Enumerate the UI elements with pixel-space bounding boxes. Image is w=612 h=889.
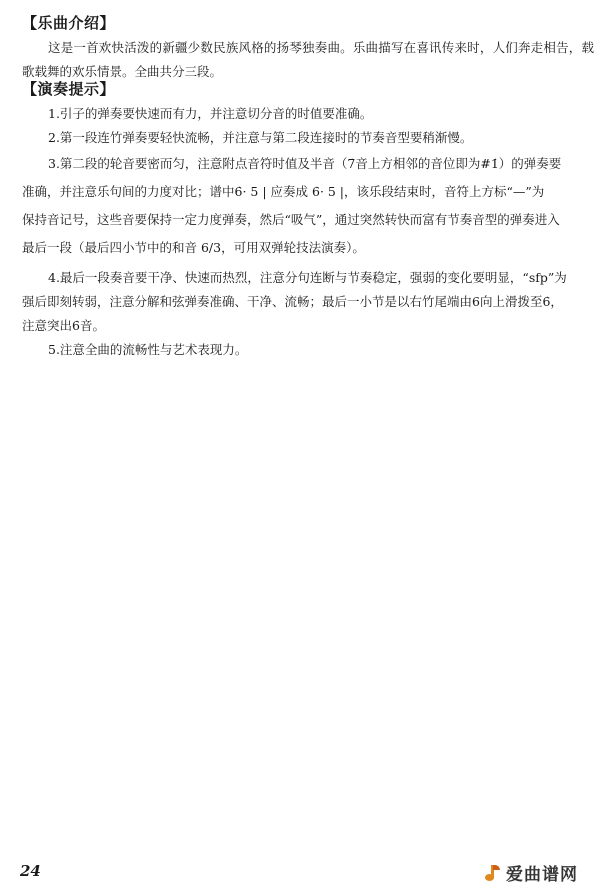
- tip-item-2: 2.第一段连竹弹奏要轻快流畅，并注意与第二段连接时的节奏音型要稍渐慢。: [48, 130, 473, 145]
- music-note-icon: [482, 863, 502, 883]
- tip-item-4-line-3: 注意突出6̇音。: [22, 318, 105, 333]
- tip-item-3-line-2: 准确，并注意乐句间的力度对比；谱中6̇· 5 | 应奏成 6̇· 5 |，该乐段结束时，音符上方标“—”为: [22, 184, 545, 199]
- watermark-text: 爱曲谱网: [506, 865, 578, 885]
- page-number: 24: [20, 862, 41, 880]
- tip-item-3-line-3: 保持音记号，这些音要保持一定力度弹奏，然后“吸气”，通过突然转快而富有节奏音型的弹奏进入: [22, 212, 560, 227]
- intro-paragraph: 这是一首欢快活泼的新疆少数民族风格的扬琴独奏曲。乐曲描写在喜讯传来时，人们奔走相告，载歌载舞的欢乐情景。全曲共分三段。: [22, 40, 594, 79]
- tip-item-5: 5.注意全曲的流畅性与艺术表现力。: [48, 342, 248, 357]
- tip-item-4-line-1: 4.最后一段奏音要干净、快速而热烈，注意分句连断与节奏稳定，强弱的变化要明显，“sfp”为: [48, 270, 567, 285]
- section-heading-intro: 【乐曲介绍】: [22, 14, 116, 32]
- tip-item-1: 1.引子的弹奏要快速而有力，并注意切分音的时值要准确。: [48, 106, 373, 121]
- tip-item-4-line-2: 强后即刻转弱，注意分解和弦弹奏准确、干净、流畅；最后一小节是以右竹尾端由6向上滑拨至6̇，: [22, 294, 563, 309]
- tip-item-3-line-4: 最后一段（最后四小节中的和音 6/3，可用双弹轮技法演奏）。: [22, 240, 365, 255]
- tip-item-3-line-1: 3.第二段的轮音要密而匀，注意附点音符时值及半音（7̇音上方相邻的音位即为#1̇）的弹奏要: [48, 156, 562, 171]
- section-heading-tips: 【演奏提示】: [22, 80, 116, 98]
- watermark-logo: [482, 860, 578, 885]
